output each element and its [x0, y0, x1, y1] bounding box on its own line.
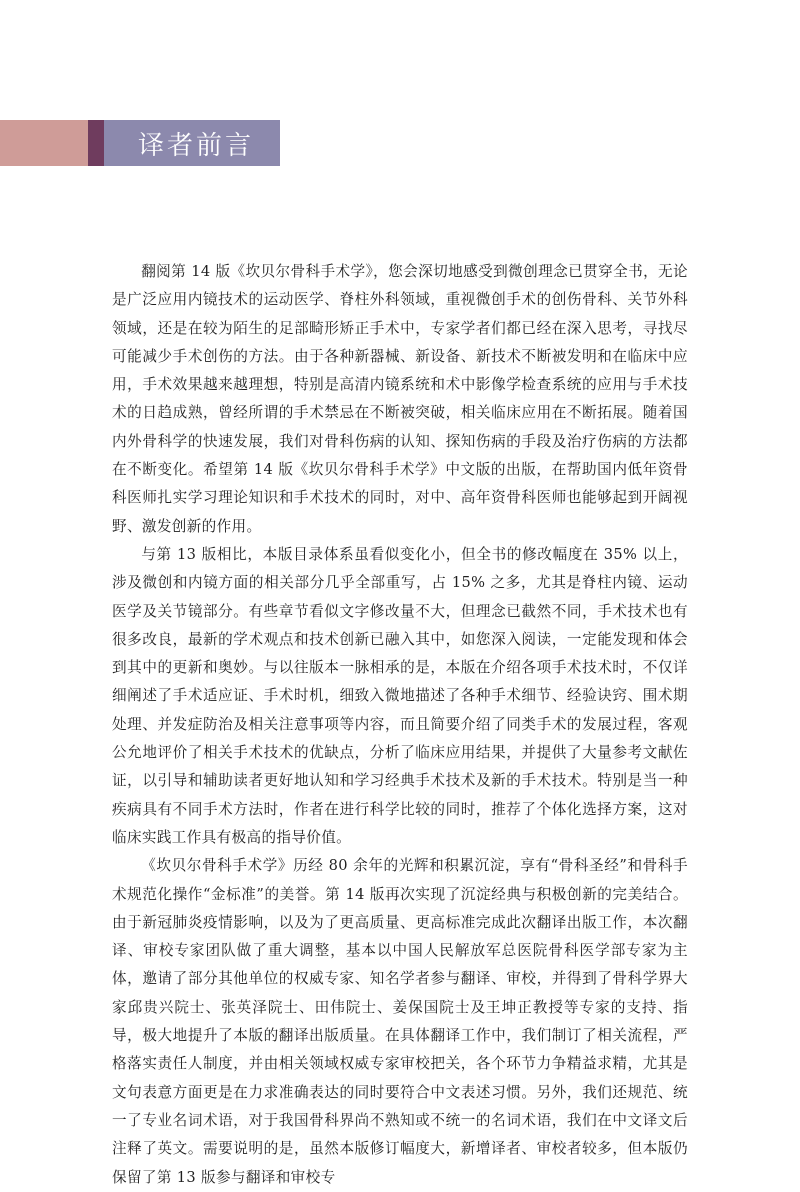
paragraph-3: 《坎贝尔骨科手术学》历经 80 余年的光辉和积累沉淀，享有“骨科圣经”和骨科手术规范化操作“金标准”的美誉。第 14 版再次实现了沉淀经典与积极创新的完美结合。由于新冠肺炎疫情影响，以及为了更高质量、更高标准完成此次翻译出版工作，本次翻译、审校专家团队做了重大调整，基本以中国人民解放军总医院骨科医学部专家为主体，邀请了部分其他单位的权威专家、知名学者参与翻译、审校，并得到了骨科学界大家邱贵兴院士、张英泽院士、田伟院士、姜保国院士及王坤正教授等专家的支持、指导，极大地提升了本版的翻译出版质量。在具体翻译工作中，我们制订了相关流程，严格落实责任人制度，并由相关领域权威专家审校把关，各个环节力争精益求精，尤其是文句表意方面更是在力求准确表达的同时要符合中文表述习惯。另外，我们还规范、统一了专业名词术语，对于我国骨科界尚不熟知或不统一的名词术语，我们在中文译文后注释了英文。需要说明的是，虽然本版修订幅度大，新增译者、审校者较多，但本版仍保留了第 13 版参与翻译和审校专	[112, 857, 688, 1186]
header-accent-purple	[88, 120, 104, 166]
paragraph-1: 翻阅第 14 版《坎贝尔骨科手术学》，您会深切地感受到微创理念已贯穿全书，无论是广泛应用内镜技术的运动医学、脊柱外科领域，重视微创手术的创伤骨科、关节外科领域，还是在较为陌生的足部畸形矫正手术中，专家学者们都已经在深入思考，寻找尽可能减少手术创伤的方法。由于各种新器械、新设备、新技术不断被发明和在临床中应用，手术效果越来越理想，特别是高清内镜系统和术中影像学检查系统的应用与手术技术的日趋成熟，曾经所谓的手术禁忌在不断被突破，相关临床应用在不断拓展。随着国内外骨科学的快速发展，我们对骨科伤病的认知、探知伤病的手段及治疗伤病的方法都在不断变化。希望第 14 版《坎贝尔骨科手术学》中文版的出版，在帮助国内低年资骨科医师扎实学习理论知识和手术技术的同时，对中、高年资骨科医师也能够起到开阔视野、激发创新的作用。	[112, 263, 688, 535]
page-title: 译者前言	[138, 130, 255, 161]
header-title-box	[104, 120, 280, 166]
section-header-band	[0, 120, 280, 166]
body-text	[112, 258, 688, 1192]
paragraph-2: 与第 13 版相比，本版目录体系虽看似变化小，但全书的修改幅度在 35% 以上，涉及微创和内镜方面的相关部分几乎全部重写，占 15% 之多，尤其是脊柱内镜、运动医学及关节镜部分。有些章节看似文字修改量不大，但理念已截然不同，手术技术也有很多改良，最新的学术观点和技术创新已融入其中，如您深入阅读，一定能发现和体会到其中的更新和奥妙。与以往版本一脉相承的是，本版在介绍各项手术技术时，不仅详细阐述了手术适应证、手术时机，细致入微地描述了各种手术细节、经验诀窍、围术期处理、并发症防治及相关注意事项等内容，而且简要介绍了同类手术的发展过程，客观公允地评价了相关手术技术的优缺点，分析了临床应用结果，并提供了大量参考文献佐证，以引导和辅助读者更好地认知和学习经典手术技术及新的手术技术。特别是当一种疾病具有不同手术方法时，作者在进行科学比较的同时，推荐了个体化选择方案，这对临床实践工作具有极高的指导价值。	[112, 545, 688, 846]
header-accent-pink	[0, 120, 88, 166]
